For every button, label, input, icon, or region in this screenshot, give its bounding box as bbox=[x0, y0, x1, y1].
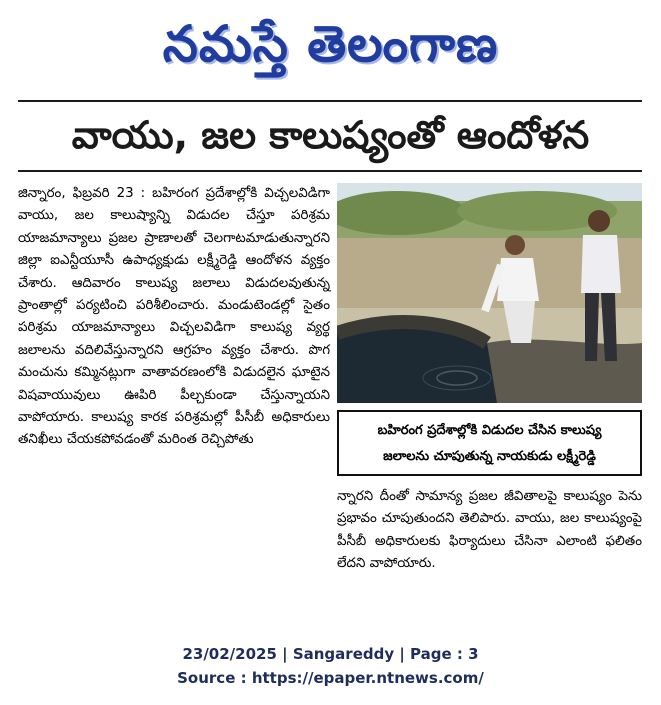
article-headline: వాయు, జల కాలుష్యంతో ఆందోళన bbox=[71, 113, 590, 157]
caption-line-2: జలాలను చూపుతున్న నాయకుడు లక్ష్మీరెడ్డి bbox=[383, 449, 596, 464]
caption-line-1: బహిరంగ ప్రదేశాల్లోకి విడుదల చేసిన కాలుష్య bbox=[377, 423, 602, 438]
masthead-title: నమస్తే తెలంగాణ bbox=[162, 14, 499, 73]
footer-source: Source : https://epaper.ntnews.com/ bbox=[177, 669, 484, 687]
photo-caption bbox=[337, 410, 642, 476]
footer-meta: 23/02/2025 | Sangareddy | Page : 3 bbox=[182, 645, 479, 663]
news-photo bbox=[337, 183, 642, 403]
article-body-right-column bbox=[337, 486, 642, 576]
masthead-divider bbox=[18, 100, 642, 102]
newspaper-masthead bbox=[0, 0, 661, 100]
article-paragraph: జిన్నారం, ఫిబ్రవరి 23 : బహిరంగ ప్రదేశాల్లోకి విచ్చలవిడిగా వాయు, జల కాలుష్యాన్ని విడుదల చేస్తూ పరిశ్రమ యాజమాన్యాలు ప్రజల ప్రాణాలతో చెలగాటమాడుతున్నారని జిల్లా ఐఎన్టీయూసీ ఉపాధ్యక్షుడు లక్ష్మీరెడ్డి ఆందోళన వ్యక్తం చేశారు. ఆదివారం కాలుష్య జలాలు విడుదలవుతున్న ప్రాంతాల్లో పర్యటించి పరిశీలించారు. మండుటెండల్లో సైతం పరిశ్రమ యాజమాన్యాలు విచ్చలవిడిగా కాలుష్య వ్యర్థ జలాలను వదిలివేస్తున్నారని ఆగ్రహం వ్యక్తం చేశారు. పొగ మంచును కమ్మినట్లుగా వాతావరణంలోకి విడుదలైన ఘాటైన విషవాయువులు ఊపిరి పీల్చకుండా చేస్తున్నాయని వాపోయారు. కాలుష్య కారక పరిశ్రమల్లో పీసీబీ అధికారులు తనిఖీలు చేయకపోవడంతో మరింత రెచ్చిపోతు bbox=[18, 186, 330, 448]
headline-divider bbox=[18, 170, 642, 172]
news-photo-illustration bbox=[337, 183, 642, 403]
page-footer bbox=[0, 642, 661, 690]
article-body-left-column bbox=[18, 183, 330, 452]
article-paragraph-continued: న్నారని దీంతో సామాన్య ప్రజల జీవితాలపై కాలుష్యం పెను ప్రభావం చూపుతుందని తెలిపారు. వాయు, జల కాలుష్యంపై పీసీబీ అధికారులకు ఫిర్యాదులు చేసినా ఎలాంటి ఫలితం లేదని వాపోయారు. bbox=[337, 489, 642, 572]
